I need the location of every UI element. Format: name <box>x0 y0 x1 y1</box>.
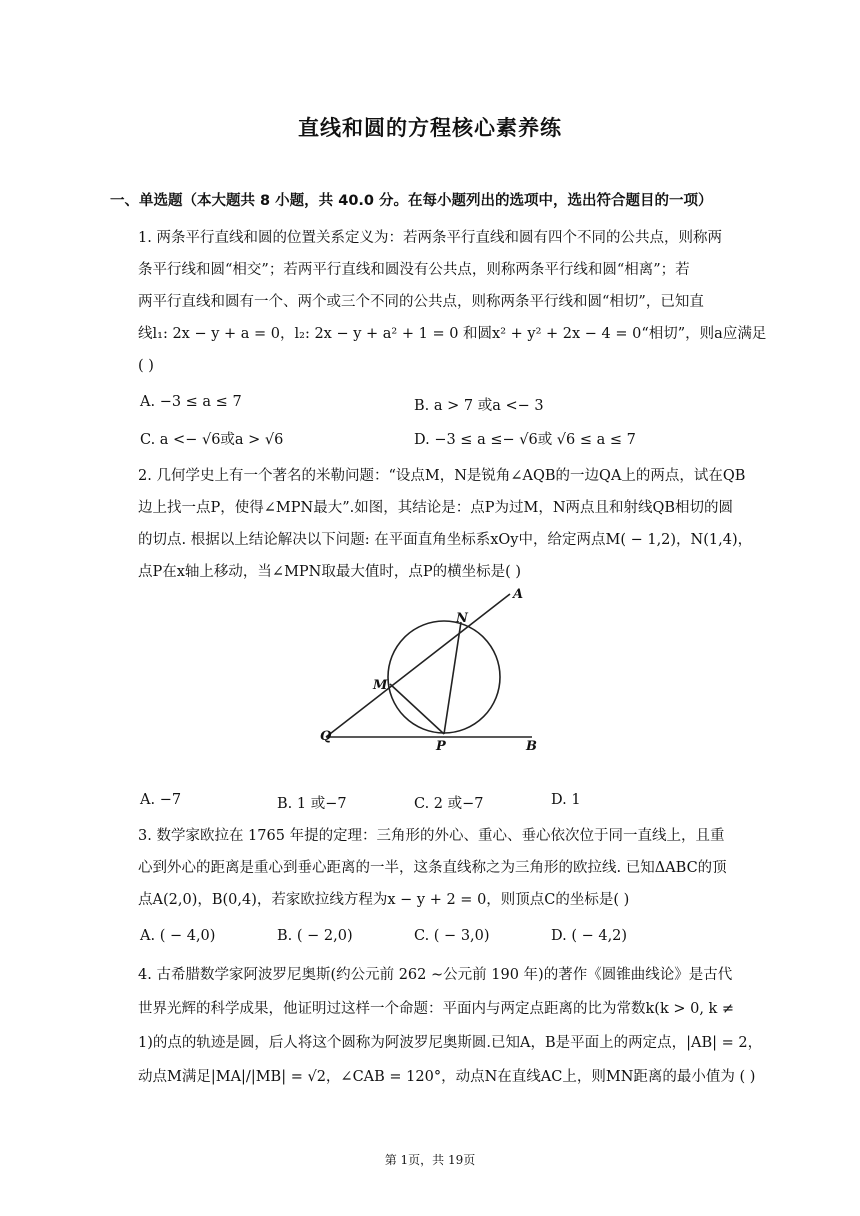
question-4-line-3: 1)的点的轨迹是圆，后人将这个圆称为阿波罗尼奥斯圆.已知A，B是平面上的两定点，|AB| = 2， <box>138 1035 763 1051</box>
option-c: C. 2 或−7 <box>414 796 484 812</box>
question-2-line-3: 的切点. 根据以上结论解决以下问题: 在平面直角坐标系xOy中，给定两点M( − 1,2)，N(1,4)， <box>138 532 753 548</box>
question-2-line-1: 2. 几何学史上有一个著名的米勒问题：“设点M，N是锐角∠AQB的一边QA上的两点，试在QB <box>138 468 746 484</box>
question-3-line-1: 3. 数学家欧拉在 1765 年提的定理：三角形的外心、重心、垂心依次位于同一直线上，且重 <box>138 828 725 844</box>
question-3-line-3: 点A(2,0)，B(0,4)，若家欧拉线方程为x − y + 2 = 0，则顶点C的坐标是( ) <box>138 892 630 908</box>
option-c: C. a <− √6或a > √6 <box>140 432 284 448</box>
label-p: P <box>436 739 446 754</box>
question-3 <box>110 820 755 916</box>
question-1-line-4: 线l₁: 2x − y + a = 0，l₂: 2x − y + a² + 1 = 0 和圆x² + y² + 2x − 4 = 0“相切”，则a应满足 <box>138 326 767 342</box>
option-a: A. ( − 4,0) <box>140 928 216 944</box>
question-1 <box>110 222 767 382</box>
label-m: M <box>373 678 388 693</box>
question-1-line-3: 两平行直线和圆有一个、两个或三个不同的公共点，则称两条平行线和圆“相切”，已知直 <box>138 294 704 310</box>
question-4-line-1: 4. 古希腊数学家阿波罗尼奥斯(约公元前 262 ∼公元前 190 年)的著作《圆锥曲线论》是古代 <box>138 967 733 983</box>
question-3-line-2: 心到外心的距离是重心到垂心距离的一半，这条直线称之为三角形的欧拉线. 已知ΔABC的顶 <box>138 860 727 876</box>
option-a: A. −7 <box>140 792 182 808</box>
page-title: 直线和圆的方程核心素养练 <box>298 116 562 140</box>
geometry-figure <box>318 584 543 756</box>
option-a: A. −3 ≤ a ≤ 7 <box>140 394 242 410</box>
label-b: B <box>526 739 537 754</box>
question-2-line-4: 点P在x轴上移动，当∠MPN取最大值时，点P的横坐标是( ) <box>138 564 522 580</box>
question-1-line-1: 1. 两条平行直线和圆的位置关系定义为：若两条平行直线和圆有四个不同的公共点，则称两 <box>138 230 722 246</box>
page-footer: 第 1页，共 19页 <box>384 1153 476 1167</box>
tangent-circle <box>388 621 500 733</box>
question-2-line-2: 边上找一点P，使得∠MPN最大”.如图，其结论是：点P为过M，N两点且和射线QB相切的圆 <box>138 500 734 516</box>
question-1-line-5: ( ) <box>138 358 154 374</box>
question-1-line-2: 条平行线和圆“相交”；若两平行直线和圆没有公共点，则称两条平行线和圆“相离”；若 <box>138 262 690 278</box>
question-4-line-2: 世界光辉的科学成果，他证明过这样一个命题：平面内与两定点距离的比为常数k(k > 0, k ≠ <box>138 1001 735 1017</box>
option-b: B. a > 7 或a <− 3 <box>414 398 544 414</box>
section-heading: 一、单选题（本大题共 8 小题，共 40.0 分。在每小题列出的选项中，选出符合题目的一项） <box>110 193 713 209</box>
ray-qa <box>326 594 510 737</box>
option-d: D. 1 <box>551 792 581 808</box>
label-q: Q <box>320 729 332 744</box>
option-c: C. ( − 3,0) <box>414 928 490 944</box>
option-b: B. ( − 2,0) <box>277 928 353 944</box>
question-4 <box>110 958 763 1094</box>
label-n: N <box>456 611 468 626</box>
label-a: A <box>513 587 524 602</box>
option-d: D. −3 ≤ a ≤− √6或 √6 ≤ a ≤ 7 <box>414 432 636 448</box>
option-d: D. ( − 4,2) <box>551 928 628 944</box>
question-4-line-4: 动点M满足|MA|/|MB| = √2，∠CAB = 120°，动点N在直线AC上，则MN距离的最小值为 ( ) <box>138 1069 756 1085</box>
question-2 <box>110 460 755 588</box>
option-b: B. 1 或−7 <box>277 796 347 812</box>
